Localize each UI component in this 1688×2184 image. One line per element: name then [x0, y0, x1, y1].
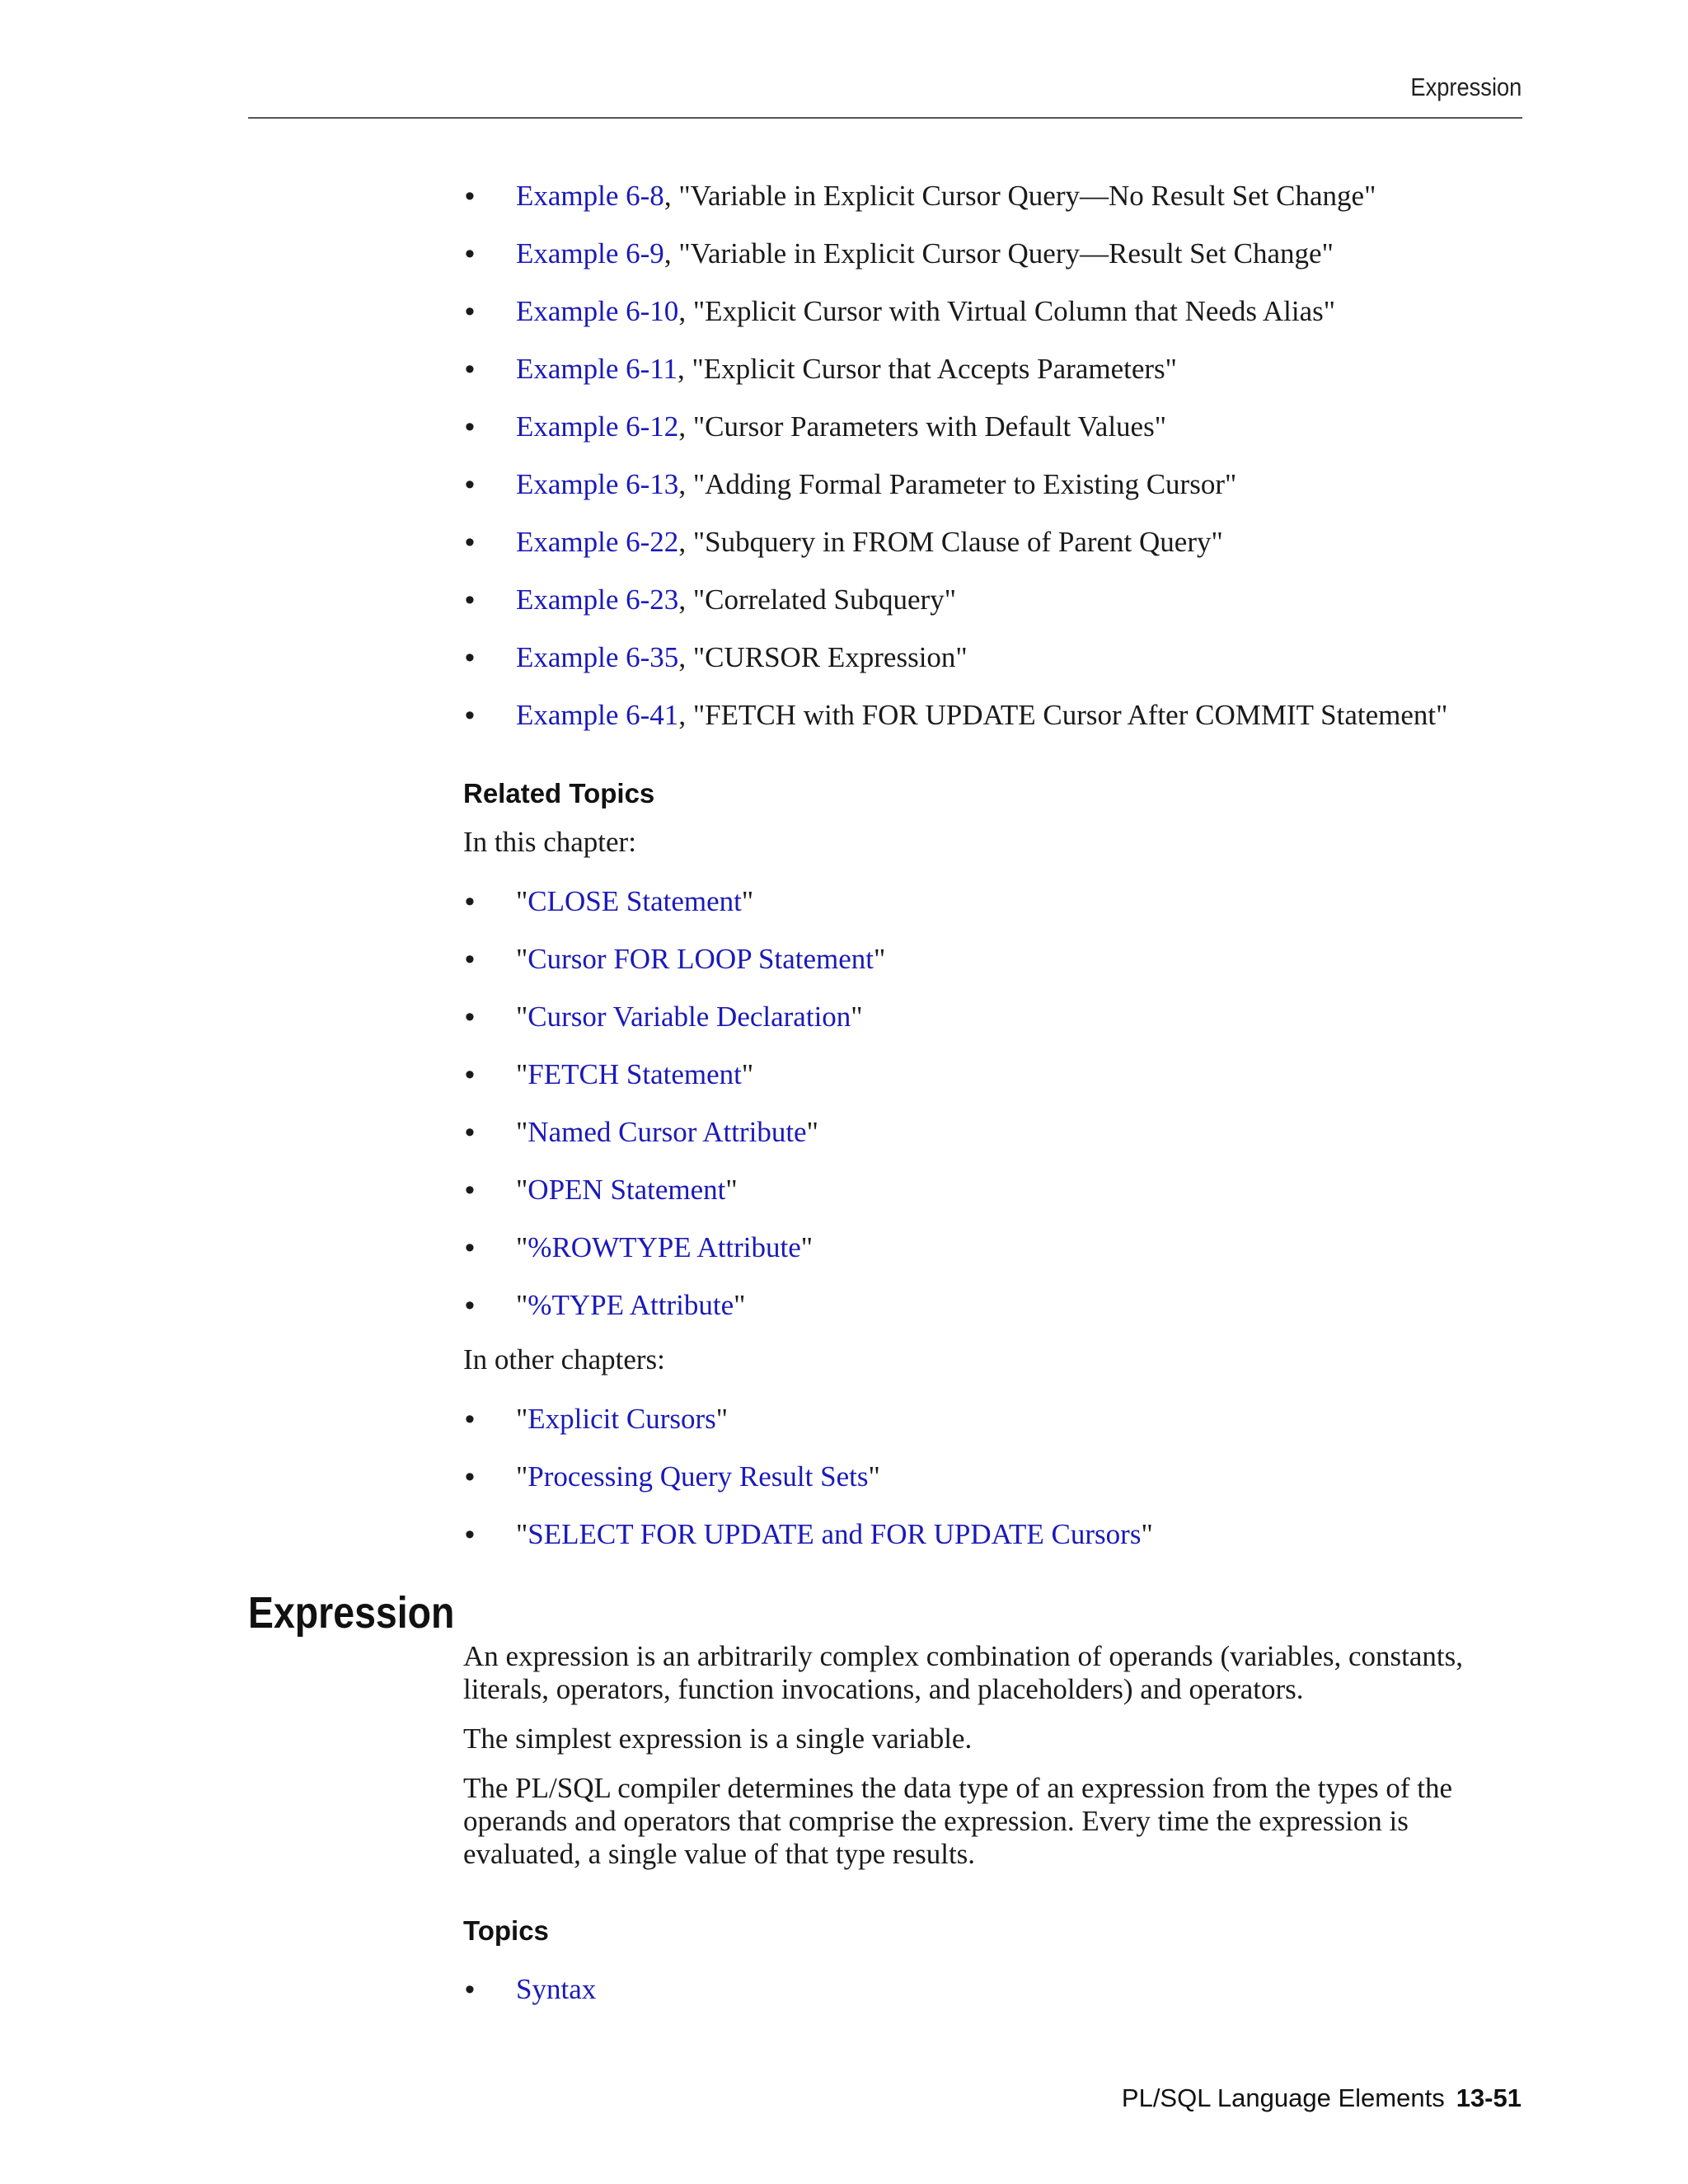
example-link[interactable]: Example 6-41: [516, 699, 679, 731]
topic-link[interactable]: SELECT FOR UPDATE and FOR UPDATE Cursors: [528, 1518, 1142, 1550]
other-chapters-label: In other chapters:: [463, 1343, 665, 1376]
topic-link[interactable]: Cursor Variable Declaration: [528, 1001, 851, 1033]
example-link[interactable]: Example 6-22: [516, 526, 679, 558]
syntax-link[interactable]: Syntax: [516, 1973, 597, 2005]
header-rule: [248, 117, 1522, 119]
page-number: 13-51: [1456, 2083, 1522, 2112]
example-link[interactable]: Example 6-13: [516, 468, 679, 500]
topic-link[interactable]: FETCH Statement: [528, 1058, 742, 1090]
topic-link[interactable]: OPEN Statement: [528, 1174, 726, 1206]
example-link[interactable]: Example 6-23: [516, 583, 679, 616]
footer-book-title: PL/SQL Language Elements: [1121, 2083, 1445, 2112]
expression-simple-paragraph: The simplest expression is a single variable.: [463, 1722, 973, 1755]
topic-link[interactable]: Named Cursor Attribute: [528, 1116, 807, 1148]
example-link[interactable]: Example 6-35: [516, 641, 679, 673]
topic-link[interactable]: Cursor FOR LOOP Statement: [528, 943, 874, 975]
topic-link[interactable]: Processing Query Result Sets: [528, 1460, 869, 1493]
example-link[interactable]: Example 6-12: [516, 410, 679, 443]
example-link[interactable]: Example 6-9: [516, 237, 664, 269]
topic-link[interactable]: Explicit Cursors: [528, 1403, 716, 1435]
expression-compiler-paragraph: The PL/SQL compiler determines the data type of an expression from the types of the operands and operators that comprise the expression. Every time the expression is evaluated, a single value of that type results.: [463, 1772, 1453, 1870]
topics-heading: Topics: [463, 1915, 549, 1946]
example-link[interactable]: Example 6-8: [516, 180, 664, 212]
running-head: Expression: [1410, 73, 1522, 101]
topic-link[interactable]: %ROWTYPE Attribute: [528, 1231, 801, 1263]
topic-link[interactable]: %TYPE Attribute: [528, 1289, 734, 1321]
expression-intro-paragraph: An expression is an arbitrarily complex combination of operands (variables, constants, literals, operators, function invocations, and placeholders) and operators.: [463, 1640, 1464, 1705]
topic-link[interactable]: CLOSE Statement: [528, 885, 742, 917]
related-topics-heading: Related Topics: [463, 778, 655, 808]
example-link[interactable]: Example 6-11: [516, 353, 678, 385]
this-chapter-label: In this chapter:: [463, 826, 636, 858]
page-footer: [1122, 2083, 1522, 2113]
example-link[interactable]: Example 6-10: [516, 295, 679, 327]
section-title: Expression: [248, 1588, 455, 1638]
